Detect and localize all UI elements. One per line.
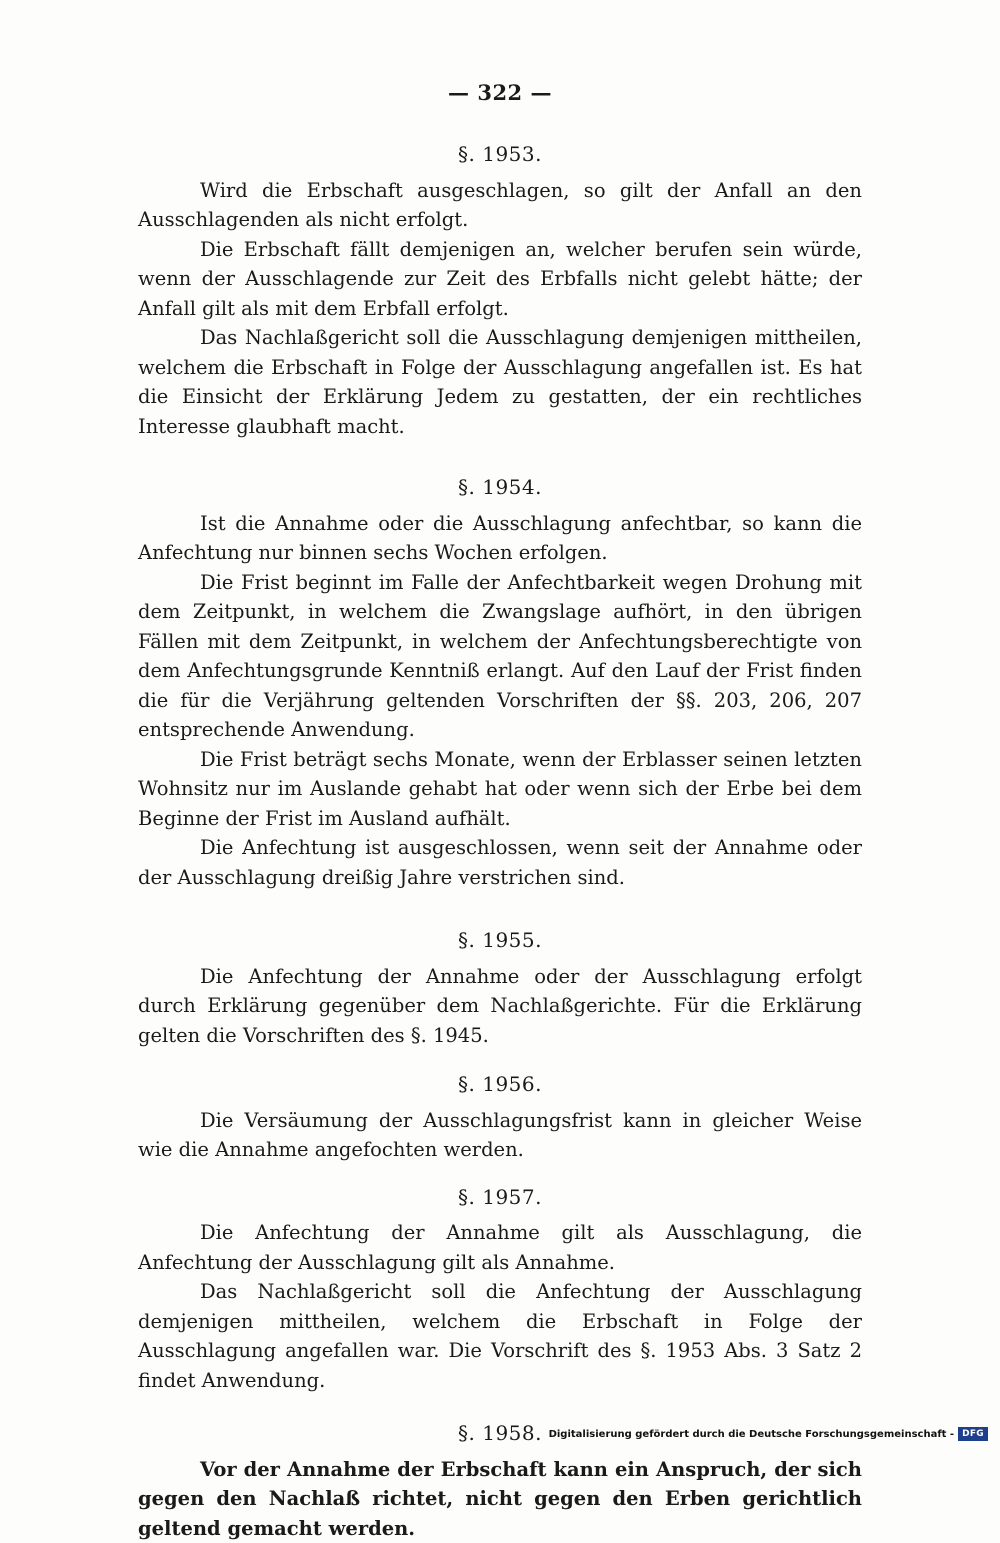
section-heading: §. 1955. [138,926,862,956]
paragraph: Die Frist beträgt sechs Monate, wenn der Erblasser seinen letzten Wohnsitz nur im Auslande gehabt hat oder wenn sich der Erbe bei dem Beginne der Frist im Ausland aufhält. [138,745,862,834]
section-heading: §. 1954. [138,473,862,503]
section-heading: §. 1957. [138,1183,862,1213]
page-number: — 322 — [0,80,1000,105]
paragraph: Ist die Annahme oder die Ausschlagung anfechtbar, so kann die Anfechtung nur binnen sechs Wochen erfolgen. [138,509,862,568]
section-heading: §. 1956. [138,1070,862,1100]
paragraph: Die Versäumung der Ausschlagungsfrist kann in gleicher Weise wie die Annahme angefochten werden. [138,1106,862,1165]
section-heading: §. 1953. [138,140,862,170]
digitization-footer [549,1427,988,1441]
document-body [138,140,862,1543]
paragraph: Die Anfechtung der Annahme oder der Ausschlagung erfolgt durch Erklärung gegenüber dem Nachlaßgerichte. Für die Erklärung gelten die Vorschriften des §. 1945. [138,962,862,1051]
section-1956 [138,1070,862,1165]
paragraph: Vor der Annahme der Erbschaft kann ein Anspruch, der sich gegen den Nachlaß richtet, nicht gegen den Erben gerichtlich geltend gemacht werden. [138,1455,862,1543]
paragraph: Die Anfechtung der Annahme gilt als Ausschlagung, die Anfechtung der Ausschlagung gilt als Annahme. [138,1218,862,1277]
section-1957 [138,1183,862,1396]
section-1955 [138,926,862,1050]
paragraph: Die Anfechtung ist ausgeschlossen, wenn seit der Annahme oder der Ausschlagung dreißig Jahre verstrichen sind. [138,833,862,892]
paragraph: Die Erbschaft fällt demjenigen an, welcher berufen sein würde, wenn der Ausschlagende zur Zeit des Erbfalls nicht gelebt hätte; der Anfall gilt als mit dem Erbfall erfolgt. [138,235,862,324]
paragraph: Wird die Erbschaft ausgeschlagen, so gilt der Anfall an den Ausschlagenden als nicht erfolgt. [138,176,862,235]
section-1953 [138,140,862,441]
paragraph: Das Nachlaßgericht soll die Ausschlagung demjenigen mittheilen, welchem die Erbschaft in Folge der Ausschlagung angefallen ist. Es hat die Einsicht der Erklärung Jedem zu gestatten, der ein rechtliches Interesse glaubhaft macht. [138,323,862,441]
section-1954 [138,473,862,892]
section-heading: §. 1958. [138,1419,862,1449]
footer-credit-text: Digitalisierung gefördert durch die Deutsche Forschungsgemeinschaft - [549,1429,955,1440]
dfg-logo: DFG [958,1427,988,1441]
paragraph: Die Frist beginnt im Falle der Anfechtbarkeit wegen Drohung mit dem Zeitpunkt, in welchem die Zwangslage aufhört, in den übrigen Fällen mit dem Zeitpunkt, in welchem der Anfechtungsberechtigte von dem Anfechtungsgrunde Kenntniß erlangt. Auf den Lauf der Frist finden die für die Verjährung geltenden Vorschriften der §§. 203, 206, 207 entsprechende Anwendung. [138,568,862,745]
paragraph: Das Nachlaßgericht soll die Anfechtung der Ausschlagung demjenigen mittheilen, welchem die Erbschaft in Folge der Ausschlagung angefallen war. Die Vorschrift des §. 1953 Abs. 3 Satz 2 findet Anwendung. [138,1277,862,1395]
